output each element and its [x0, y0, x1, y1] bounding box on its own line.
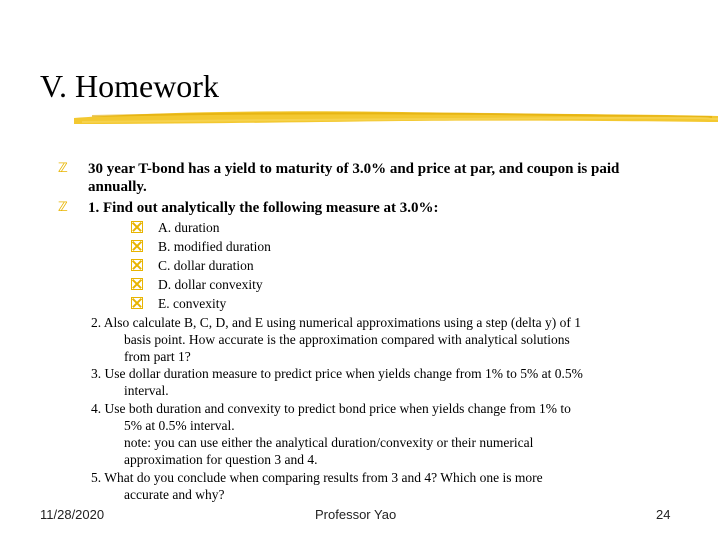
bullet-1-text: 30 year T-bond has a yield to maturity of 3.0% and price at par, and coupon is paid annually.: [88, 161, 620, 195]
question-2: [91, 314, 701, 365]
sub-item-label: D. dollar convexity: [158, 277, 263, 292]
question-4-line: approximation for question 3 and 4.: [124, 452, 318, 467]
question-4-line: 5% at 0.5% interval.: [124, 418, 235, 433]
question-4-line: note: you can use either the analytical duration/convexity or their numerical: [124, 435, 534, 450]
question-2-line: basis point. How accurate is the approximation compared with analytical solutions: [124, 332, 570, 347]
sub-item-label: A. duration: [158, 220, 220, 235]
question-5-line: 5. What do you conclude when comparing results from 3 and 4? Which one is more: [91, 470, 543, 485]
question-5-line: accurate and why?: [124, 487, 225, 502]
boxed-x-icon: [131, 240, 143, 252]
question-4-line: 4. Use both duration and convexity to predict bond price when yields change from 1% to: [91, 401, 571, 416]
boxed-x-icon: [131, 297, 143, 309]
sub-item-label: C. dollar duration: [158, 258, 254, 273]
sub-item-label: B. modified duration: [158, 239, 271, 254]
z-bullet-icon: ℤ: [58, 161, 68, 176]
footer-page-number: 24: [656, 507, 671, 522]
question-3-line: 3. Use dollar duration measure to predict price when yields change from 1% to 5% at 0.5%: [91, 366, 583, 381]
question-5: [91, 469, 701, 503]
question-3: [91, 365, 701, 399]
question-2-line: 2. Also calculate B, C, D, and E using numerical approximations using a step (delta y) of 1: [91, 315, 582, 330]
boxed-x-icon: [131, 221, 143, 233]
question-2-line: from part 1?: [124, 349, 191, 364]
boxed-x-icon: [131, 278, 143, 290]
bullet-1: [58, 160, 698, 196]
slide-title: V. Homework: [40, 68, 219, 104]
question-3-line: interval.: [124, 383, 169, 398]
sub-item-label: E. convexity: [158, 296, 227, 311]
z-bullet-icon: ℤ: [58, 200, 68, 215]
title-brush-underline: [72, 104, 720, 130]
footer-author: Professor Yao: [315, 507, 397, 522]
bullet-2-text: 1. Find out analytically the following measure at 3.0%:: [88, 200, 439, 216]
question-4: [91, 400, 701, 468]
boxed-x-icon: [131, 259, 143, 271]
bullet-2: [58, 199, 698, 217]
footer-date: 11/28/2020: [40, 507, 105, 522]
